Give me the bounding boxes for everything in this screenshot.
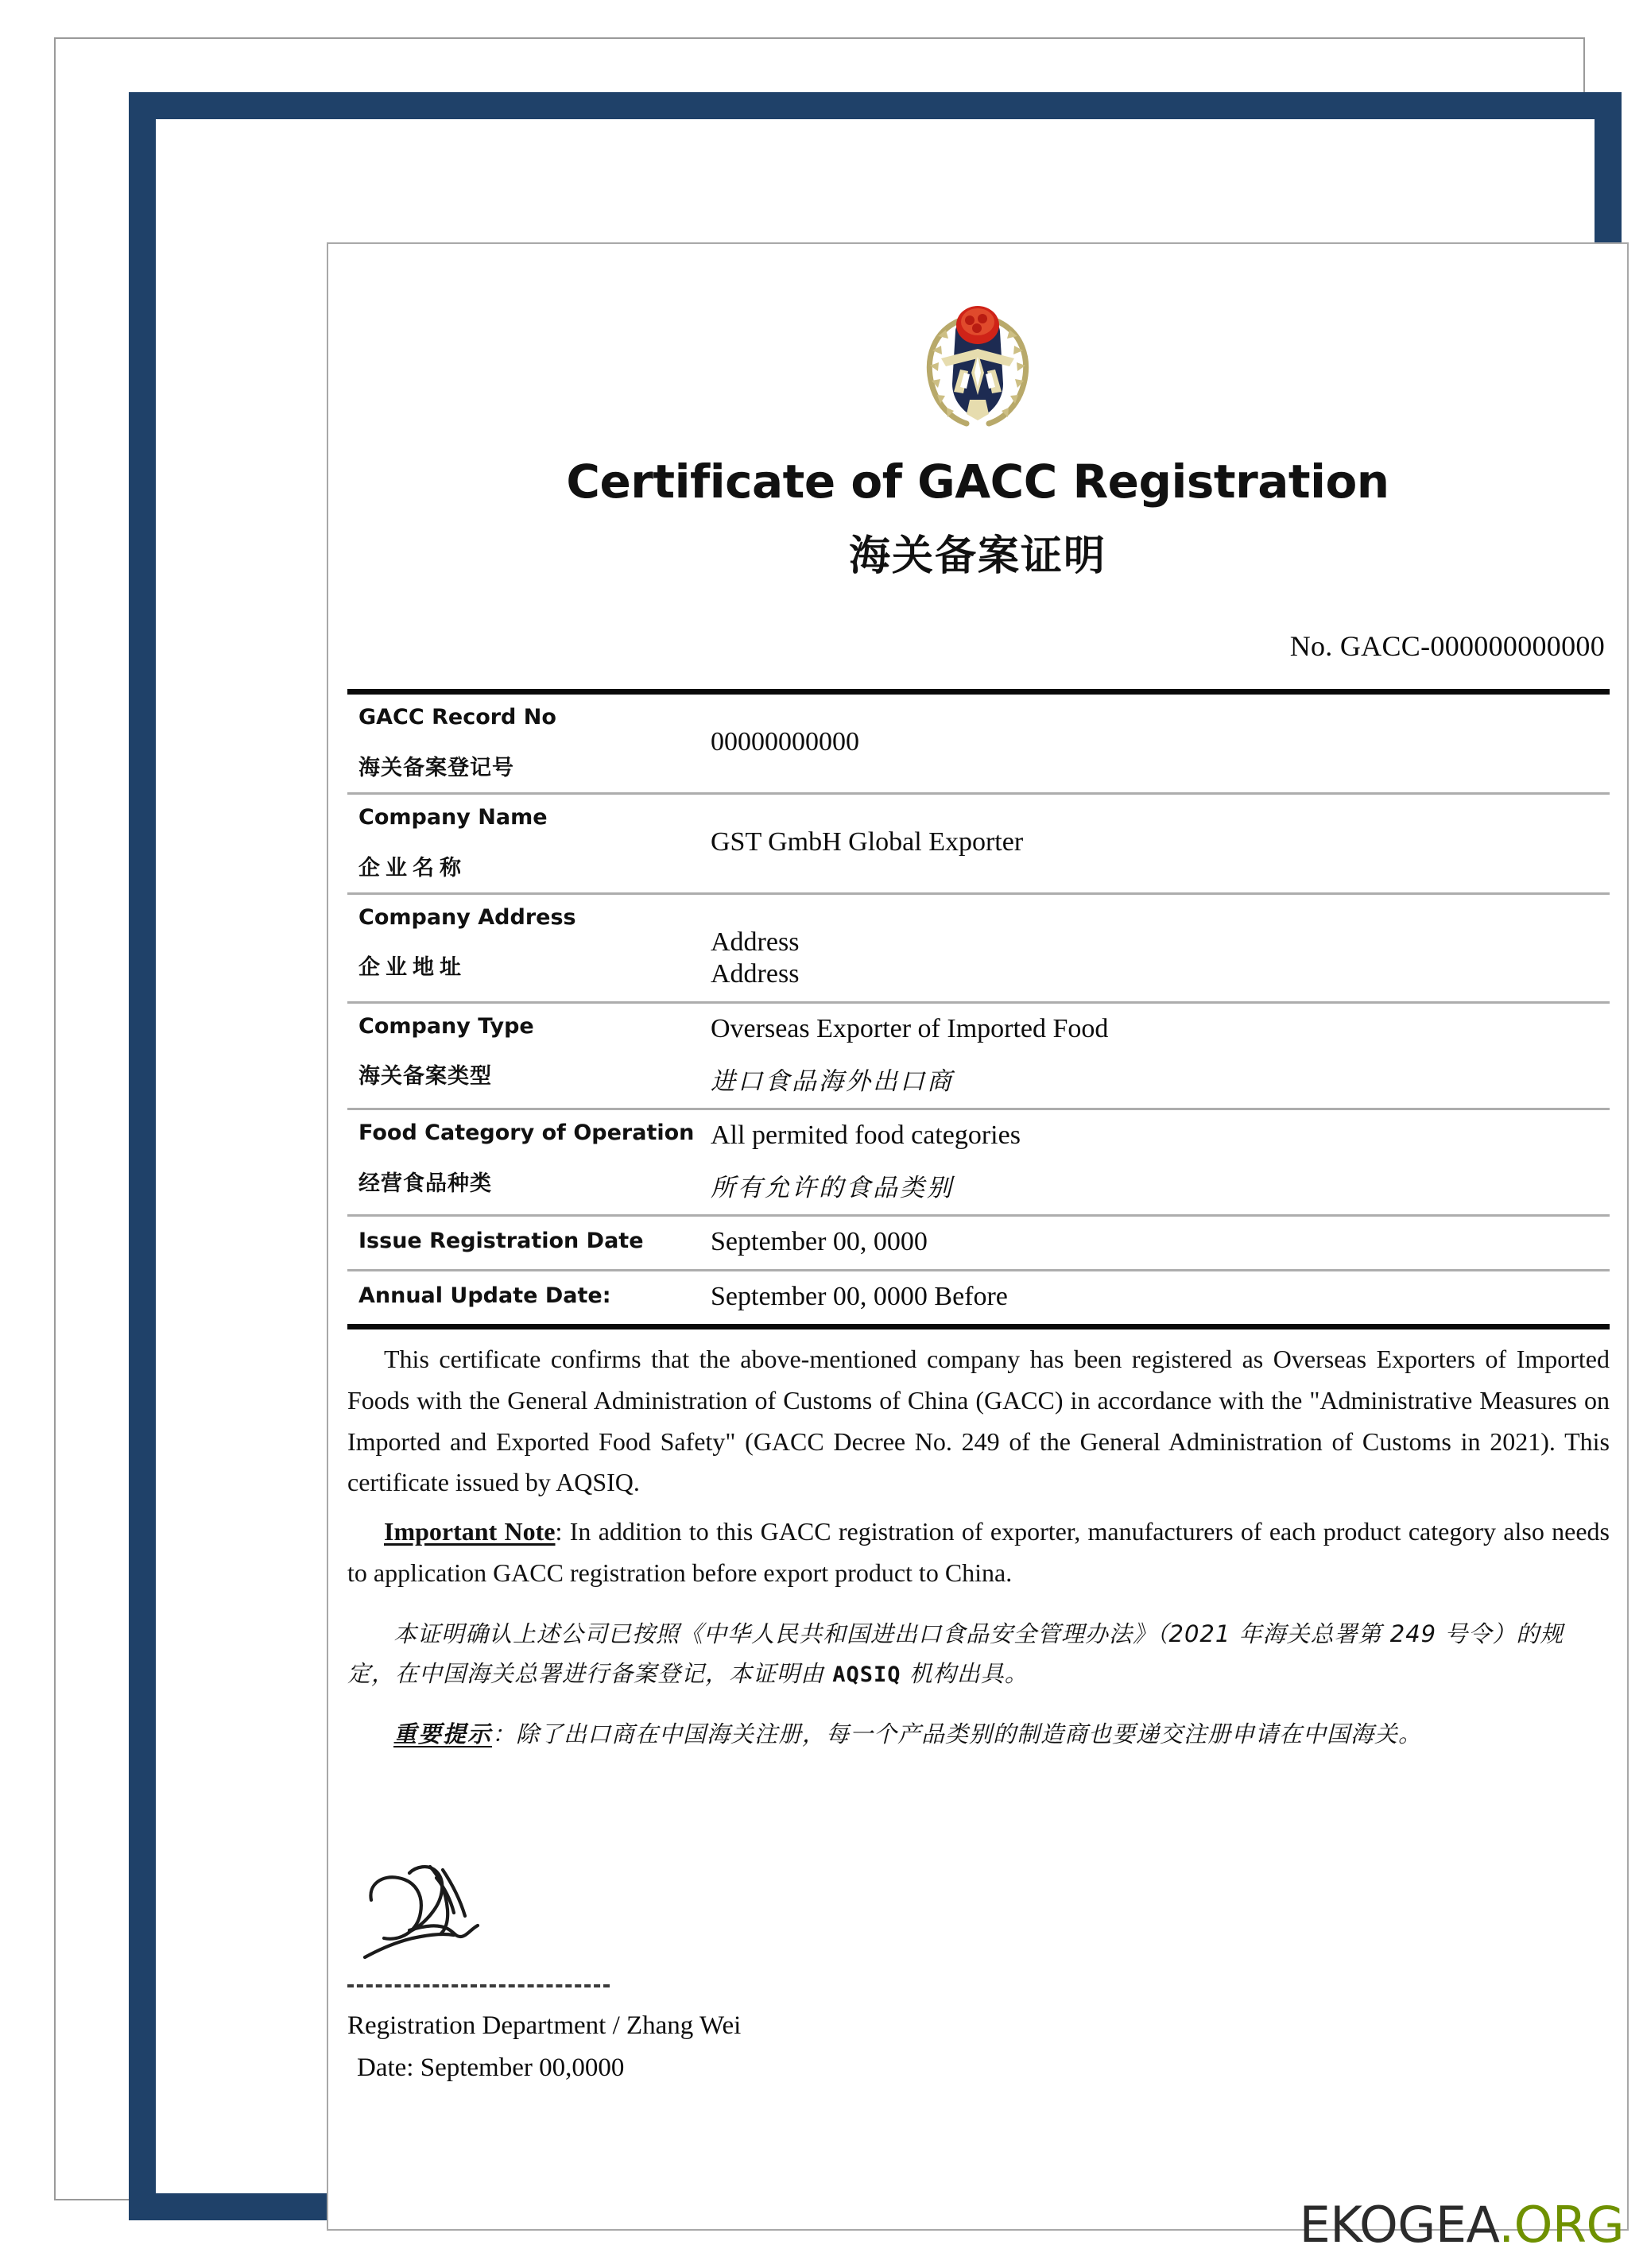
row-label-en: Company Type bbox=[358, 1013, 534, 1039]
row-label-cn: 企业名称 bbox=[358, 855, 467, 880]
signature-block bbox=[347, 1849, 904, 2083]
important-note-label-cn: 重要提示 bbox=[393, 1720, 493, 1747]
row-value-en: September 00, 0000 bbox=[711, 1226, 928, 1256]
certificate-navy-frame bbox=[129, 92, 1622, 2220]
row-value-en: All permited food categories bbox=[711, 1120, 1021, 1150]
row-label-en: Company Name bbox=[358, 804, 548, 830]
paragraph-cn-head: 本证明确认上述公司已按照《中华人民共和国进出口食品安全管理办法》（2021 年海关总署第 249 号令）的规定，在中国海关总署进行备案登记，本证明由 bbox=[347, 1620, 1564, 1687]
certificate-details-table bbox=[347, 689, 1610, 1329]
certificate-number: No. GACC-000000000000 bbox=[1289, 630, 1605, 662]
certificate-page-outer-border bbox=[54, 37, 1610, 2200]
row-value-cn: 进口食品海外出口商 bbox=[711, 1066, 954, 1096]
row-label-cn: 海关备案类型 bbox=[358, 1064, 492, 1089]
table-cell-value bbox=[701, 795, 1610, 869]
signature-department: Registration Department / Zhang Wei bbox=[347, 2011, 742, 2040]
table-cell-label bbox=[347, 895, 701, 993]
paragraph-confirmation-cn bbox=[347, 1615, 1610, 1694]
watermark-brand: EKOGEA bbox=[1299, 2196, 1499, 2254]
table-cell-value bbox=[701, 1217, 1610, 1269]
row-value-en: Address bbox=[711, 927, 800, 957]
row-label-en: Annual Update Date: bbox=[358, 1283, 611, 1309]
certificate-body-text bbox=[347, 1339, 1610, 1755]
row-label-en: Issue Registration Date bbox=[358, 1228, 644, 1253]
row-label-en: GACC Record No bbox=[358, 705, 556, 730]
row-label-cn: 经营食品种类 bbox=[358, 1171, 492, 1196]
table-row bbox=[347, 895, 1610, 1004]
row-label-en: Company Address bbox=[358, 904, 576, 930]
aqsiq-token-cn: AQSIQ bbox=[832, 1662, 901, 1687]
table-row bbox=[347, 1110, 1610, 1217]
table-cell-value bbox=[701, 1004, 1610, 1108]
row-value-cn: 所有允许的食品类别 bbox=[711, 1173, 954, 1202]
row-value-en-line2: Address bbox=[711, 958, 800, 989]
table-cell-label bbox=[347, 1217, 701, 1266]
row-label-cn: 海关备案登记号 bbox=[358, 755, 514, 780]
table-cell-value bbox=[701, 895, 1610, 1001]
row-value-en: September 00, 0000 Before bbox=[711, 1282, 1008, 1312]
table-row bbox=[347, 1004, 1610, 1110]
row-label-en: Food Category of Operation bbox=[358, 1120, 695, 1145]
certificate-title-cn: 海关备案证明 bbox=[848, 532, 1106, 580]
paragraph-important-note-cn bbox=[347, 1715, 1610, 1755]
row-value-en: GST GmbH Global Exporter bbox=[711, 826, 1024, 857]
table-cell-value bbox=[701, 695, 1610, 769]
table-cell-label bbox=[347, 1004, 701, 1101]
paragraph-important-note-en bbox=[347, 1511, 1610, 1594]
emblem-container bbox=[328, 290, 1627, 433]
table-cell-label bbox=[347, 795, 701, 892]
signature-divider bbox=[347, 1984, 610, 1987]
table-cell-value bbox=[701, 1110, 1610, 1214]
table-cell-label bbox=[347, 1110, 701, 1208]
row-value-en: Overseas Exporter of Imported Food bbox=[711, 1013, 1109, 1043]
gacc-customs-emblem-icon bbox=[914, 290, 1041, 433]
table-cell-label bbox=[347, 1271, 701, 1321]
certificate-card bbox=[327, 242, 1629, 2231]
table-row bbox=[347, 1271, 1610, 1324]
site-watermark bbox=[1300, 2196, 1624, 2254]
signature-date: Date: September 00,0000 bbox=[357, 2053, 625, 2082]
row-label-cn: 企业地址 bbox=[358, 955, 467, 981]
important-note-body-cn: ：除了出口商在中国海关注册，每一个产品类别的制造商也要递交注册申请在中国海关。 bbox=[492, 1720, 1423, 1747]
table-cell-value bbox=[701, 1271, 1610, 1324]
watermark-tld: .ORG bbox=[1498, 2196, 1624, 2254]
table-row bbox=[347, 795, 1610, 895]
paragraph-confirmation-en: This certificate confirms that the above-mentioned company has been registered as Overseas Exporters of Imported Foods with the General Administration of Customs of China (GACC) in accordance with the "Administrative Measures on Imported and Exported Food Safety" (GACC Decree No. 249 of the General Administration of Customs in 2021). This certificate issued by AQSIQ. bbox=[347, 1345, 1610, 1497]
handwritten-signature-icon bbox=[354, 1849, 616, 1976]
paragraph-cn-tail: 机构出具。 bbox=[901, 1659, 1029, 1687]
row-value-en: 00000000000 bbox=[711, 727, 859, 757]
table-cell-label bbox=[347, 695, 701, 792]
certificate-title-en: Certificate of GACC Registration bbox=[566, 455, 1389, 509]
important-note-body-en: : In addition to this GACC registration of exporter, manufacturers of each product category also needs to application GACC registration before export product to China. bbox=[347, 1517, 1610, 1588]
table-row bbox=[347, 1217, 1610, 1271]
table-row bbox=[347, 695, 1610, 795]
important-note-label-en: Important Note bbox=[384, 1517, 556, 1546]
